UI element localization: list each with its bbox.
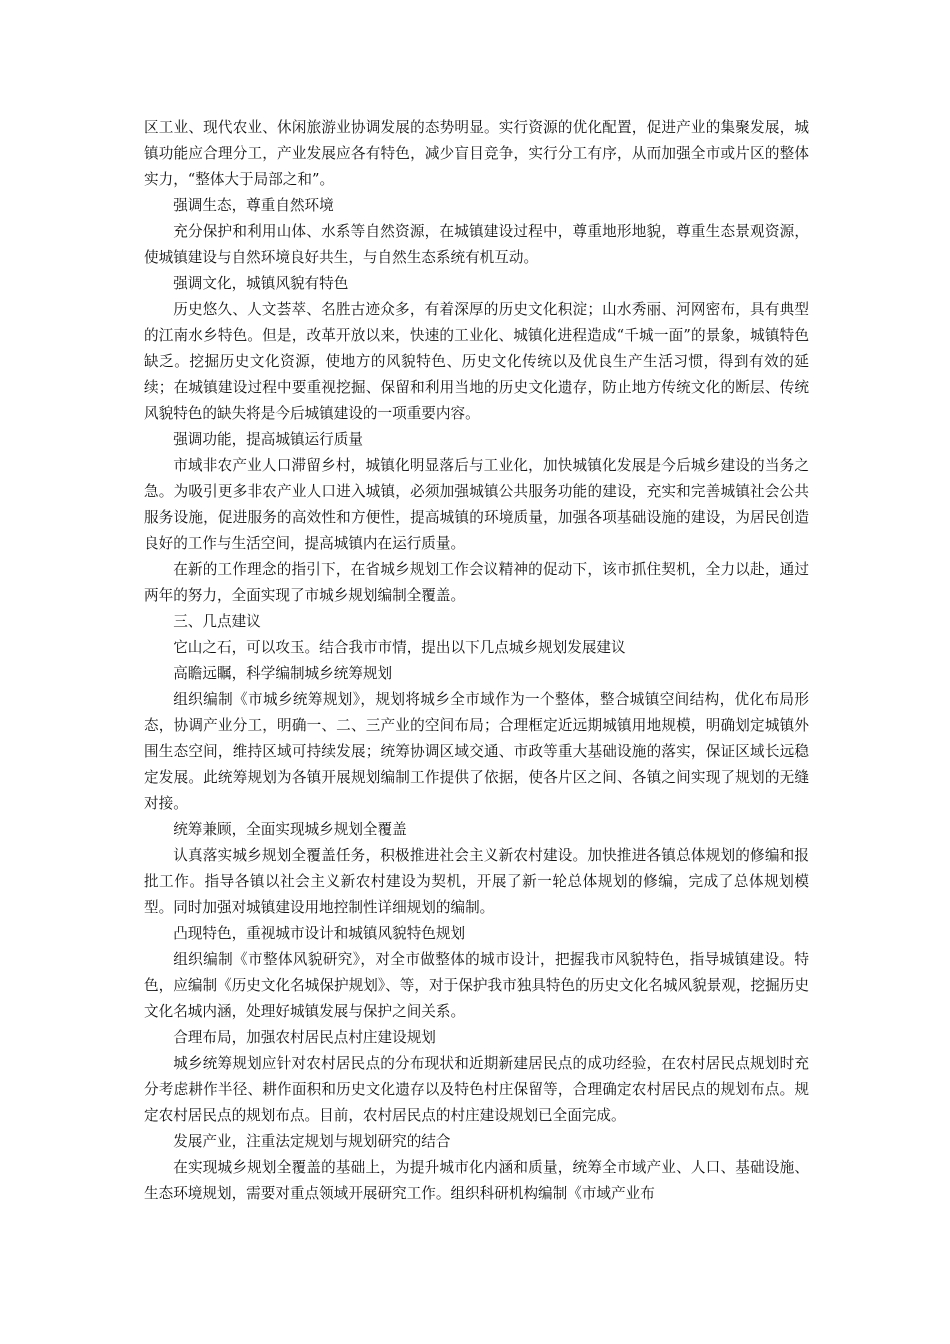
section-heading: 强调生态，尊重自然环境: [173, 197, 334, 214]
paragraph: 组织编制《市城乡统筹规划》，规划将城乡全市域作为一个整体，整合城镇空间结构，优化布局形态，协调产业分工，明确一、二、三产业的空间布局；合理框定近远期城镇用地规模，明确划定城镇外围生态空间，维持区域可持续发展；统筹协调区域交通、市政等重大基础设施的落实，保证区域长远稳定发展。此统筹规划为各镇开展规划编制工作提供了依据，使各片区之间、各镇之间实现了规划的无缝对接。: [144, 691, 809, 812]
paragraph: 市域非农产业人口滞留乡村，城镇化明显落后与工业化，加快城镇化发展是今后城乡建设的当务之急。为吸引更多非农产业人口进入城镇，必须加强城镇公共服务功能的建设，充实和完善城镇社会公共服务设施，促进服务的高效性和方便性，提高城镇的环境质量，加强各项基础设施的建设，为居民创造良好的工作与生活空间，提高城镇内在运行质量。: [144, 457, 809, 552]
paragraph: 它山之石，可以攻玉。结合我市市情，提出以下几点城乡规划发展建议: [173, 639, 626, 656]
paragraph: 认真落实城乡规划全覆盖任务，积极推进社会主义新农村建设。加快推进各镇总体规划的修编和报批工作。指导各镇以社会主义新农村建设为契机，开展了新一轮总体规划的修编，完成了总体规划模型。同时加强对城镇建设用地控制性详细规划的编制。: [144, 847, 809, 916]
section-heading: 三、几点建议: [173, 613, 261, 630]
section-heading: 高瞻远瞩，科学编制城乡统筹规划: [173, 665, 393, 682]
paragraph: 区工业、现代农业、休闲旅游业协调发展的态势明显。实行资源的优化配置，促进产业的集聚发展，城镇功能应合理分工，产业发展应各有特色，减少盲目竞争，实行分工有序，从而加强全市或片区的整体实力，“整体大于局部之和”。: [144, 119, 809, 188]
paragraph: 城乡统筹规划应针对农村居民点的分布现状和近期新建居民点的成功经验，在农村居民点规划时充分考虑耕作半径、耕作面积和历史文化遗存以及特色村庄保留等，合理确定农村居民点的规划布点。规定农村居民点的规划布点。目前，农村居民点的村庄建设规划已全面完成。: [144, 1055, 809, 1124]
paragraph: 充分保护和利用山体、水系等自然资源，在城镇建设过程中，尊重地形地貌，尊重生态景观资源，使城镇建设与自然环境良好共生，与自然生态系统有机互动。: [144, 223, 809, 266]
section-heading: 发展产业，注重法定规划与规划研究的结合: [173, 1133, 451, 1150]
paragraph: 历史悠久、人文荟萃、名胜古迹众多，有着深厚的历史文化积淀；山水秀丽、河网密布，具有典型的江南水乡特色。但是，改革开放以来，快速的工业化、城镇化进程造成“千城一面”的景象，城镇特色缺乏。挖掘历史文化资源，使地方的风貌特色、历史文化传统以及优良生产生活习惯，得到有效的延续；在城镇建设过程中要重视挖掘、保留和利用当地的历史文化遗存，防止地方传统文化的断层、传统风貌特色的缺失将是今后城镇建设的一项重要内容。: [144, 301, 809, 422]
paragraph: 在实现城乡规划全覆盖的基础上，为提升城市化内涵和质量，统筹全市域产业、人口、基础设施、生态环境规划，需要对重点领域开展研究工作。组织科研机构编制《市域产业布: [144, 1159, 809, 1202]
section-heading: 凸现特色，重视城市设计和城镇风貌特色规划: [173, 925, 466, 942]
paragraph: 组织编制《市整体风貌研究》，对全市做整体的城市设计，把握我市风貌特色，指导城镇建设。特色，应编制《历史文化名城保护规划》、等，对于保护我市独具特色的历史文化名城风貌景观，挖掘历史文化名城内涵，处理好城镇发展与保护之间关系。: [144, 951, 809, 1020]
document-body: [144, 115, 809, 1207]
paragraph: 在新的工作理念的指引下，在省城乡规划工作会议精神的促动下，该市抓住契机，全力以赴，通过两年的努力，全面实现了市城乡规划编制全覆盖。: [144, 561, 809, 604]
section-heading: 统筹兼顾，全面实现城乡规划全覆盖: [173, 821, 407, 838]
section-heading: 强调文化，城镇风貌有特色: [173, 275, 349, 292]
section-heading: 强调功能，提高城镇运行质量: [173, 431, 363, 448]
section-heading: 合理布局，加强农村居民点村庄建设规划: [173, 1029, 436, 1046]
